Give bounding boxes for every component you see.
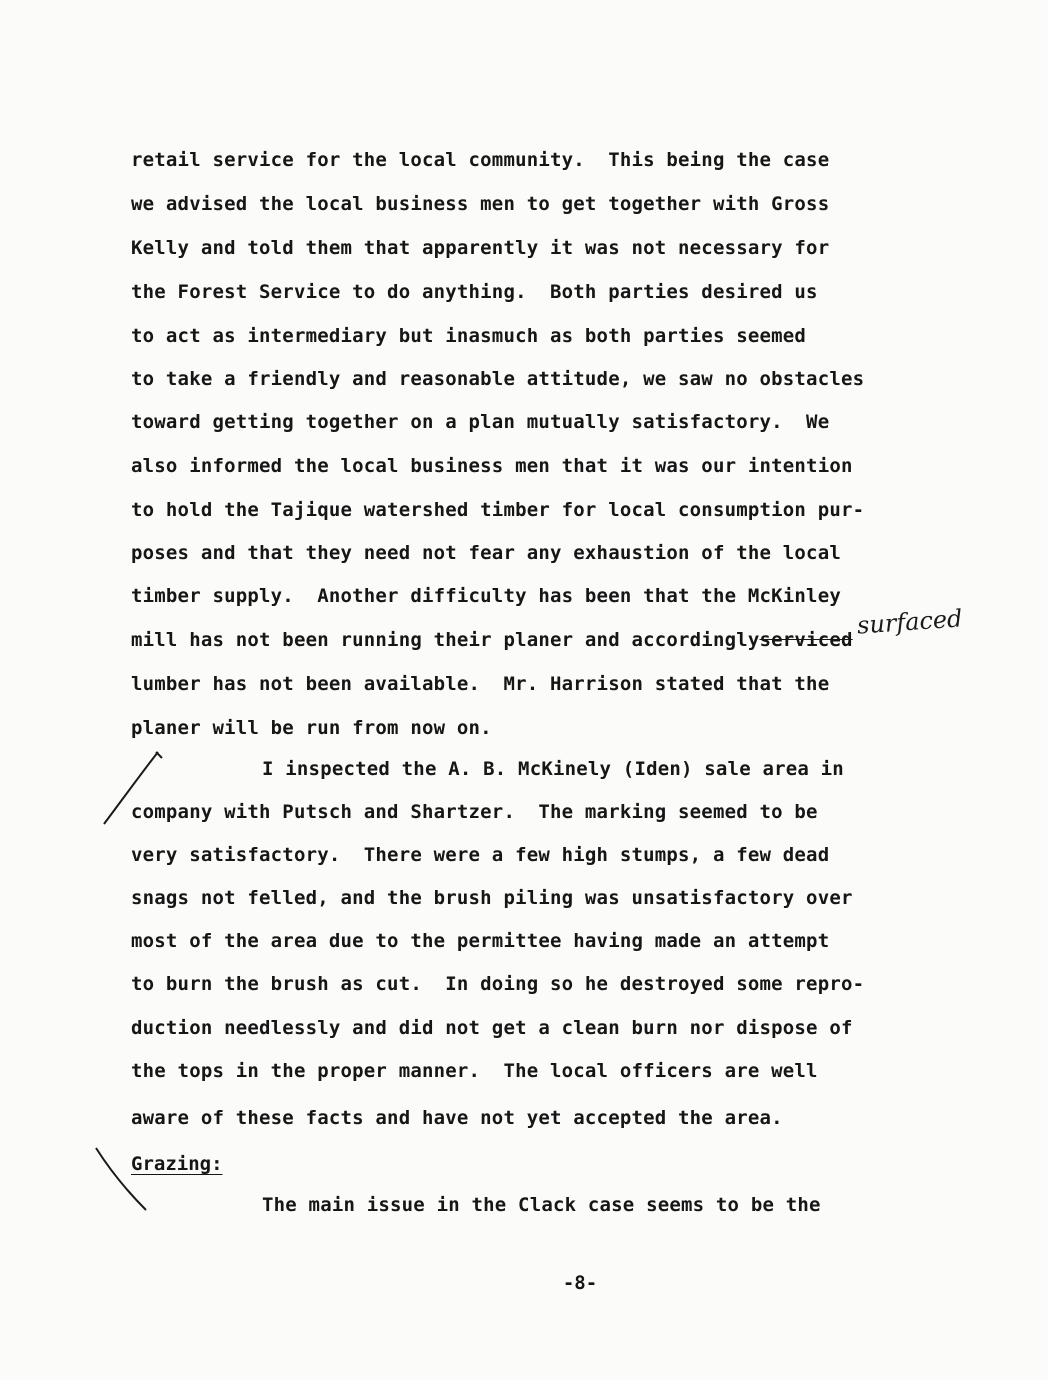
- page-number: -8-: [562, 1272, 598, 1294]
- text-line: company with Putsch and Shartzer. The marking seemed to be: [131, 801, 818, 823]
- text-line: snags not felled, and the brush piling was unsatisfactory over: [131, 887, 853, 909]
- text-line: duction needlessly and did not get a clean burn nor dispose of: [131, 1017, 853, 1039]
- text-line: poses and that they need not fear any exhaustion of the local: [131, 542, 841, 564]
- text-line: the tops in the proper manner. The local officers are well: [131, 1060, 818, 1082]
- text-line: mill has not been running their planer and accordingly: [131, 629, 760, 651]
- text-line: also informed the local business men that it was our intention: [131, 455, 853, 477]
- text-line: lumber has not been available. Mr. Harrison stated that the: [131, 673, 830, 695]
- text-line: to take a friendly and reasonable attitude, we saw no obstacles: [131, 368, 865, 390]
- text-line: most of the area due to the permittee having made an attempt: [131, 930, 830, 952]
- text-line: to act as intermediary but inasmuch as both parties seemed: [131, 325, 807, 347]
- text-line: aware of these facts and have not yet accepted the area.: [131, 1107, 783, 1129]
- text-line: Kelly and told them that apparently it was not necessary for: [131, 237, 830, 259]
- paragraph-start-line: I inspected the A. B. McKinely (Iden) sale area in: [262, 758, 844, 780]
- text-line: very satisfactory. There were a few high stumps, a few dead: [131, 844, 830, 866]
- text-line: to hold the Tajique watershed timber for local consumption pur-: [131, 499, 865, 521]
- text-line: planer will be run from now on.: [131, 717, 492, 739]
- text-line: retail service for the local community. This being the case: [131, 149, 830, 171]
- margin-slash-tick: [156, 752, 162, 758]
- text-line: timber supply. Another difficulty has been that the McKinley: [131, 585, 841, 607]
- text-line: toward getting together on a plan mutually satisfactory. We: [131, 411, 830, 433]
- text-line: to burn the brush as cut. In doing so he destroyed some repro-: [131, 973, 865, 995]
- text-line: the Forest Service to do anything. Both parties desired us: [131, 281, 818, 303]
- handwritten-correction: surfaced: [856, 604, 964, 640]
- text-line-with-correction: [131, 628, 853, 652]
- paragraph-start-line: The main issue in the Clack case seems to be the: [262, 1194, 821, 1216]
- section-heading: Grazing:: [131, 1153, 223, 1175]
- text-line: we advised the local business men to get together with Gross: [131, 193, 830, 215]
- struck-word: serviced: [759, 629, 853, 651]
